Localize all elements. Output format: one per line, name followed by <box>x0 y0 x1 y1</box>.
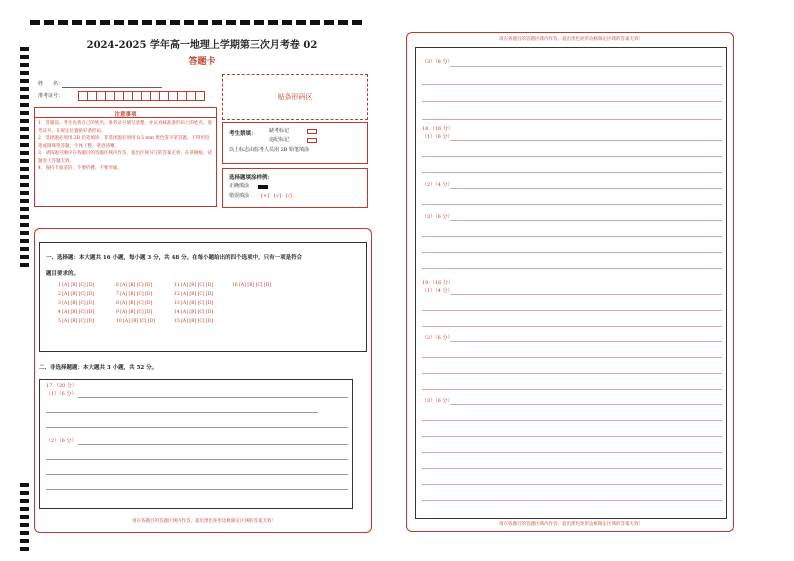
name-input[interactable] <box>62 87 162 88</box>
notice-header: 注意事项 <box>35 108 216 118</box>
answer-line <box>422 119 722 120</box>
q18-3-label: （3）（6 分） <box>422 214 453 220</box>
answer-line <box>422 84 722 85</box>
choice-15[interactable]: 15 [A] [B] [C] [D] <box>174 319 214 324</box>
exam-status-label: 考生禁填： <box>229 131 257 137</box>
choice-2[interactable]: 2 [A] [B] [C] [D] <box>58 292 95 297</box>
answer-line <box>450 140 722 141</box>
answer-line <box>450 66 722 67</box>
q18-1-label: （1）（6 分） <box>422 134 453 140</box>
answer-line <box>450 294 722 295</box>
exam-status-box <box>222 122 368 164</box>
answer-line <box>422 172 722 173</box>
q17-3-label: （3）（8 分） <box>422 59 453 65</box>
timing-marks-left-top <box>20 47 29 267</box>
section2-header: 二、非选择题题：本大题共 3 小题，共 52 分。 <box>39 365 158 371</box>
choice-14[interactable]: 14 [A] [B] [C] [D] <box>174 310 214 315</box>
answer-line <box>450 404 722 405</box>
notice-item-3: 3．请按题号顺序在各题目的答题区域内作答，超出区域书写的答案无效；在草稿纸、试题卷上答题无效。 <box>38 151 212 164</box>
boundary-note-left: 请在各题目的答题区域内作答，超出黑色矩形边框限定区域的答案无效！ <box>132 519 276 524</box>
exam-id-boxes[interactable] <box>78 91 204 101</box>
answer-line <box>46 427 348 428</box>
choice-3[interactable]: 3 [A] [B] [C] [D] <box>58 301 95 306</box>
choice-8[interactable]: 8 [A] [B] [C] [D] <box>116 301 153 306</box>
page-subtitle: 答题卡 <box>188 57 216 67</box>
answer-line <box>422 484 722 485</box>
answer-line <box>422 156 722 157</box>
choice-9[interactable]: 9 [A] [B] [C] [D] <box>116 310 153 315</box>
notice-box <box>34 107 217 207</box>
violation-checkbox[interactable] <box>307 138 317 143</box>
answer-line <box>450 341 722 342</box>
choice-1[interactable]: 1 [A] [B] [C] [D] <box>58 283 95 288</box>
choice-5[interactable]: 5 [A] [B] [C] [D] <box>58 319 95 324</box>
fill-sample-header: 选择题填涂样例： <box>229 175 274 181</box>
answer-line <box>46 459 348 460</box>
wrong-fill-label: 错误填涂 <box>229 193 250 199</box>
section1-line1: 一、选择题：本大题共 16 小题，每小题 3 分，共 48 分。在每小题给出的四个选项中，只有一项是符合 <box>46 255 303 261</box>
choice-6[interactable]: 6 [A] [B] [C] [D] <box>116 283 153 288</box>
answer-line <box>46 412 318 413</box>
choice-10[interactable]: 10 [A] [B] [C] [D] <box>116 319 156 324</box>
answer-line <box>78 444 348 445</box>
name-label: 姓 名： <box>38 81 64 87</box>
q19-label: 19.（16 分） <box>422 280 453 286</box>
q19-3-label: （3）（6 分） <box>422 398 453 404</box>
answer-line <box>422 204 722 205</box>
answer-line <box>422 468 722 469</box>
answer-line <box>422 420 722 421</box>
answer-line <box>422 252 722 253</box>
choice-13[interactable]: 13 [A] [B] [C] [D] <box>174 301 214 306</box>
answer-line <box>422 310 722 311</box>
section1-box <box>39 242 367 352</box>
answer-area-right <box>406 32 734 532</box>
exam-status-note: 以上标志由监考人员用 2B 铅笔填涂 <box>229 147 310 153</box>
answer-line <box>422 268 722 269</box>
q17-2-label: （2）（6 分） <box>46 438 77 444</box>
choice-7[interactable]: 7 [A] [B] [C] [D] <box>116 292 153 297</box>
barcode-area <box>222 74 368 120</box>
answer-line <box>450 188 722 189</box>
answer-line <box>422 373 722 374</box>
answer-line <box>422 326 722 327</box>
answer-line <box>422 452 722 453</box>
q19-1-label: （1）（4 分） <box>422 288 453 294</box>
exam-id-label: 准考证号： <box>38 93 64 99</box>
boundary-note-right-bottom: 请在各题目的答题区域内作答，超出黑色矩形边框限定区域的答案无效！ <box>499 522 643 527</box>
q17-1-label: （1）（6 分） <box>46 391 77 397</box>
barcode-area-label: 贴条形码区 <box>277 93 313 101</box>
answer-line <box>78 397 348 398</box>
answer-area-left <box>34 228 372 533</box>
answer-box-right[interactable] <box>415 47 727 519</box>
answer-line <box>422 236 722 237</box>
answer-line <box>422 389 722 390</box>
answer-line <box>46 474 348 475</box>
choice-4[interactable]: 4 [A] [B] [C] [D] <box>58 310 95 315</box>
fill-sample-box <box>222 168 368 208</box>
correct-fill-mark <box>258 185 268 189</box>
correct-fill-label: 正确填涂 <box>229 183 250 189</box>
q17-label: 17.（20 分） <box>46 383 77 389</box>
timing-marks-top <box>30 20 362 25</box>
choice-11[interactable]: 11 [A] [B] [C] [D] <box>174 283 214 288</box>
choice-16[interactable]: 16 [A] [B] [C] [D] <box>232 283 272 288</box>
absent-label: 缺考标记 <box>269 128 290 134</box>
page-title: 2024-2025 学年高一地理上学期第三次月考卷 02 <box>86 40 318 51</box>
absent-checkbox[interactable] <box>307 129 317 134</box>
q17-box[interactable] <box>39 379 353 509</box>
answer-line <box>422 357 722 358</box>
choice-grid[interactable] <box>58 281 292 326</box>
notice-item-1: 1．答题前，考生先将自己的姓名，准考证号填写清楚，并认真核准条形码上的姓名、准考证号，在规定位置贴好条形码。 <box>38 121 212 134</box>
wrong-fill-marks: [×] [√] [/] <box>261 193 292 199</box>
choice-12[interactable]: 12 [A] [B] [C] [D] <box>174 292 214 297</box>
q19-2-label: （2）（6 分） <box>422 335 453 341</box>
answer-line <box>422 436 722 437</box>
answer-line <box>422 500 722 501</box>
q18-label: 18.（16 分） <box>422 126 453 132</box>
answer-line <box>450 220 722 221</box>
boundary-note-right-top: 请在各题目的答题区域内作答，超出黑色矩形边框限定区域的答案无效！ <box>499 37 643 42</box>
section1-line2: 题目要求的。 <box>46 271 80 277</box>
q18-2-label: （2）（4 分） <box>422 182 453 188</box>
notice-item-2: 2．选择题必须用 2B 铅笔填涂；非选择题必须用 0.5 mm 黑色签字笔答题，不得用铅笔或圆珠笔答题；字体工整、笔迹清晰。 <box>38 136 210 149</box>
answer-line <box>422 101 722 102</box>
answer-line <box>46 489 348 490</box>
violation-label: 违纪标记 <box>269 137 290 143</box>
notice-item-4: 4．保持卡面清洁，不要折叠、不要弄破。 <box>38 166 122 171</box>
timing-marks-left-bottom <box>20 483 29 551</box>
